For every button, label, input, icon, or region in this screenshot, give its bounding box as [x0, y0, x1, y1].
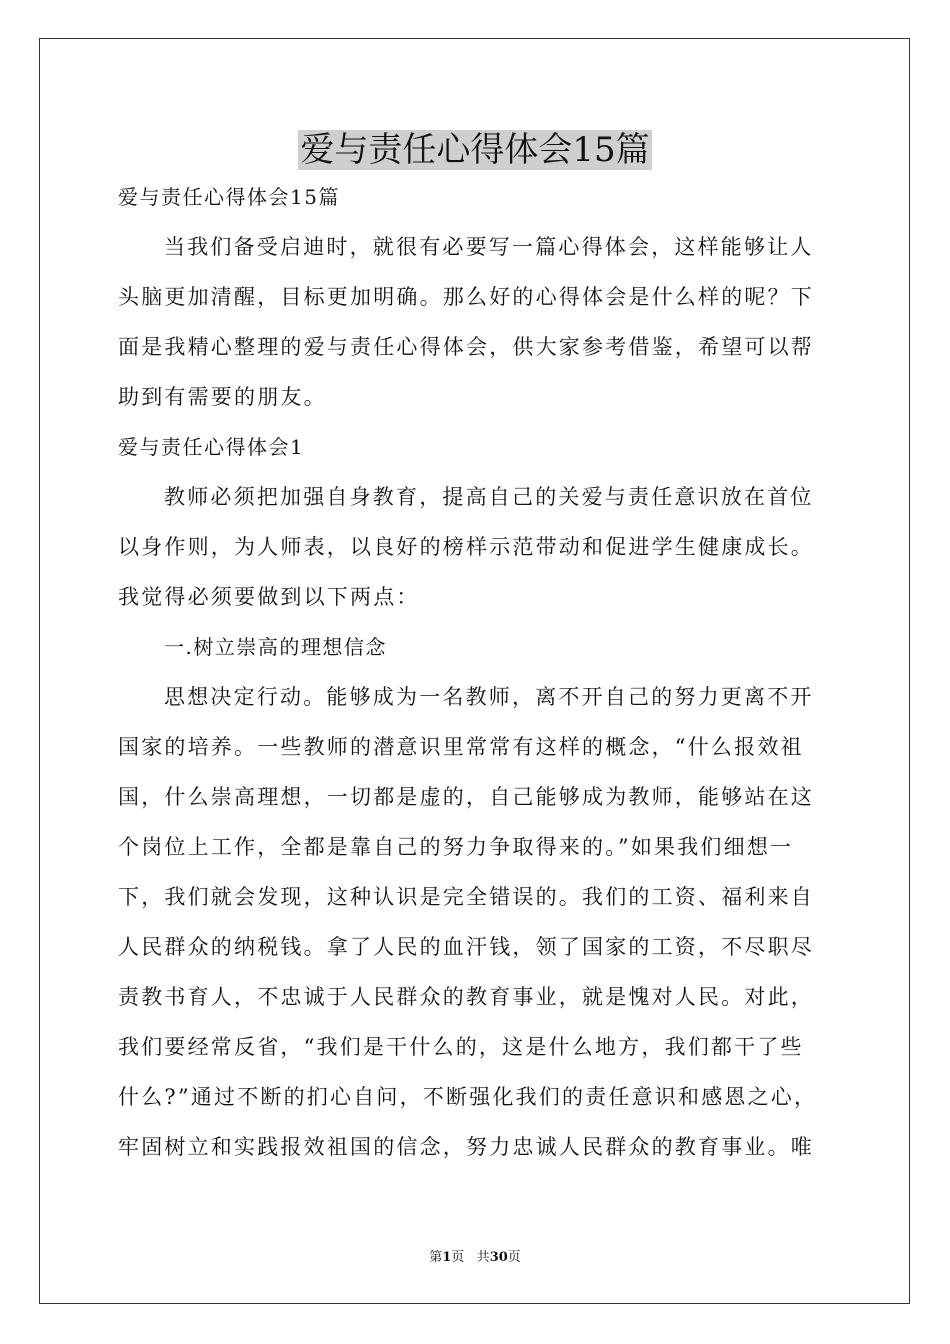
intro-line: 助到有需要的朋友。	[118, 385, 327, 409]
intro-line: 当我们备受启迪时，就很有必要写一篇心得体会，这样能够让人	[164, 235, 814, 259]
document-title	[0, 124, 950, 176]
body-line: 什么?”通过不断的扪心自问，不断强化我们的责任意识和感恩之心，	[118, 1085, 818, 1109]
body-line: 我们要经常反省，“我们是干什么的，这是什么地方，我们都干了些	[118, 1035, 804, 1059]
page-footer	[0, 1248, 950, 1268]
body-line: 下，我们就会发现，这种认识是完全错误的。我们的工资、福利来自	[118, 885, 814, 909]
section-paragraph-line: 教师必须把加强自身教育，提高自己的关爱与责任意识放在首位	[164, 485, 814, 509]
footer-page-number: 1	[442, 1250, 452, 1265]
section-paragraph-line: 我觉得必须要做到以下两点：	[118, 585, 420, 609]
footer-total-prefix: 共	[476, 1250, 490, 1265]
footer-page-prefix: 第	[429, 1250, 443, 1265]
document-title-text: 爱与责任心得体会15篇	[300, 130, 650, 170]
body-line: 思想决定行动。能够成为一名教师，离不开自己的努力更离不开	[164, 685, 814, 709]
body-line: 个岗位上工作，全都是靠自己的努力争取得来的。”如果我们细想一	[118, 835, 794, 859]
footer-total-suffix: 页	[507, 1250, 521, 1265]
intro-line: 面是我精心整理的爱与责任心得体会，供大家参考借鉴，希望可以帮	[118, 335, 814, 359]
body-line: 国家的培养。一些教师的潜意识里常常有这样的概念，“什么报效祖	[118, 735, 804, 759]
intro-line: 头脑更加清醒，目标更加明确。那么好的心得体会是什么样的呢？下	[118, 285, 814, 309]
body-line: 责教书育人，不忠诚于人民群众的教育事业，就是愧对人民。对此，	[118, 985, 814, 1009]
document-subtitle: 爱与责任心得体会15篇	[118, 185, 340, 209]
document-body	[118, 172, 834, 1172]
section-paragraph-line: 以身作则，为人师表，以良好的榜样示范带动和促进学生健康成长。	[118, 535, 814, 559]
section-heading: 爱与责任心得体会1	[118, 435, 305, 459]
point-heading: 一.树立崇高的理想信念	[164, 635, 387, 659]
footer-total-pages: 30	[489, 1250, 508, 1265]
footer-page-suffix: 页	[451, 1250, 465, 1265]
body-line: 国，什么崇高理想，一切都是虚的，自己能够成为教师，能够站在这	[118, 785, 814, 809]
body-line: 人民群众的纳税钱。拿了人民的血汗钱，领了国家的工资，不尽职尽	[118, 935, 814, 959]
body-line: 牢固树立和实践报效祖国的信念，努力忠诚人民群众的教育事业。唯	[118, 1135, 814, 1159]
